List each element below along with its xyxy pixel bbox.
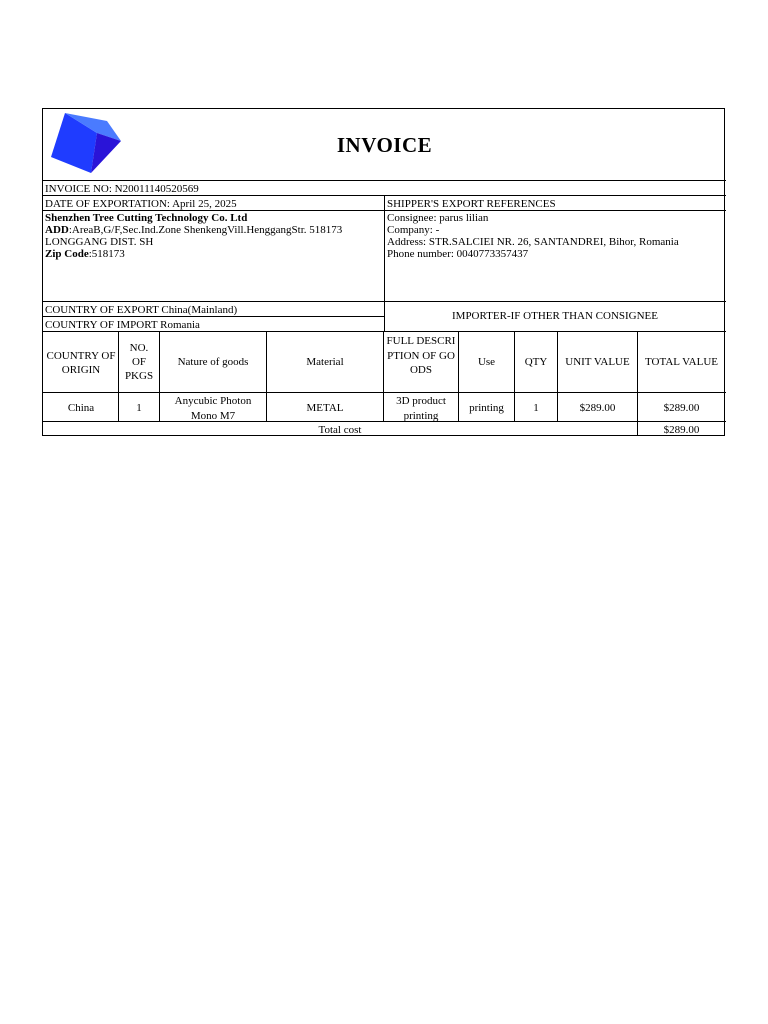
item-material: METAL: [306, 402, 344, 414]
item-total-value: $289.00: [663, 402, 700, 414]
col-unit-value: UNIT VALUE: [565, 356, 630, 368]
col-nature-of-goods: Nature of goods: [177, 356, 249, 368]
date-of-exportation: DATE OF EXPORTATION: April 25, 2025: [45, 198, 237, 210]
importer-label: IMPORTER-IF OTHER THAN CONSIGNEE: [452, 310, 658, 322]
item-nature: Anycubic Photon Mono M7: [174, 395, 252, 422]
col-total-value: TOTAL VALUE: [645, 356, 718, 368]
consignee-company: Company: -: [387, 224, 440, 236]
item-qty: 1: [533, 402, 539, 414]
col-material: Material: [306, 356, 344, 368]
col-qty: QTY: [524, 356, 548, 368]
invoice-number: INVOICE NO: N20011140520569: [45, 183, 199, 195]
shipper-company: Shenzhen Tree Cutting Technology Co. Ltd: [45, 212, 248, 224]
shipper-address: ADD:AreaB,G/F,Sec.Ind.Zone ShenkengVill.HenggangStr. 518173: [45, 224, 343, 236]
col-country-of-origin: COUNTRY OF ORIGIN: [46, 350, 116, 376]
col-no-of-pkgs: NO. OF PKGS: [124, 342, 154, 382]
col-use: Use: [477, 356, 496, 368]
consignee-name: Consignee: parus lilian: [387, 212, 489, 224]
country-of-import: COUNTRY OF IMPORT Romania: [45, 319, 200, 331]
item-origin: China: [67, 402, 95, 414]
item-use: printing: [469, 402, 504, 414]
total-cost-value: $289.00: [663, 424, 700, 436]
shipper-export-references: SHIPPER'S EXPORT REFERENCES: [387, 198, 556, 210]
invoice-table: [42, 108, 725, 436]
item-full-description: 3D product printing: [396, 395, 446, 422]
shipper-zip: Zip Code:518173: [45, 248, 125, 260]
consignee-phone: Phone number: 0040773357437: [387, 248, 529, 260]
page-title: INVOICE: [336, 133, 433, 157]
item-pkgs: 1: [136, 402, 142, 414]
consignee-address: Address: STR.SALCIEI NR. 26, SANTANDREI, Bihor, Romania: [387, 236, 679, 248]
country-of-export: COUNTRY OF EXPORT China(Mainland): [45, 304, 238, 316]
col-full-description: FULL DESCRIPTION OF GOODS: [386, 335, 456, 376]
shipper-address-line2: LONGGANG DIST. SH: [45, 236, 154, 248]
item-unit-value: $289.00: [579, 402, 616, 414]
total-cost-label: Total cost: [318, 424, 362, 436]
